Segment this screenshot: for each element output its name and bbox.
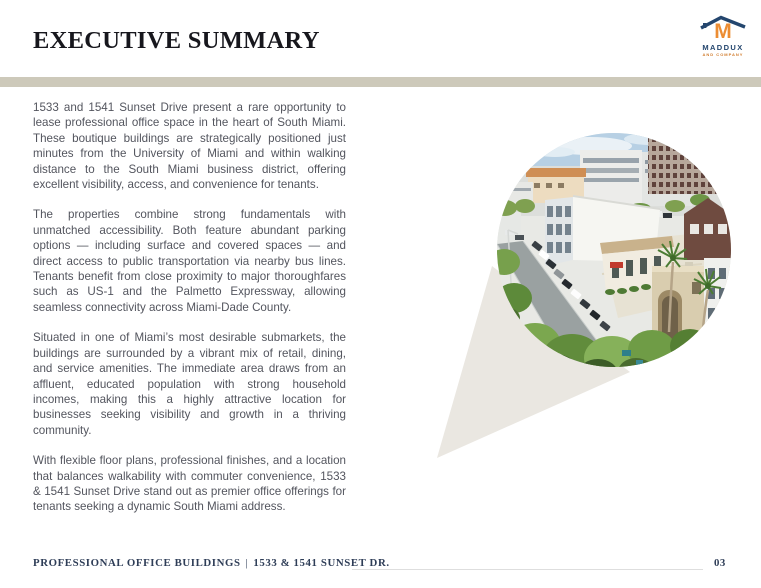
executive-summary-body	[33, 100, 346, 530]
aerial-photo-figure	[410, 110, 761, 475]
brand-logo	[697, 15, 749, 59]
footer-divider-line	[352, 569, 703, 570]
body-paragraph: 1533 and 1541 Sunset Drive present a rare opportunity to lease professional office space in the heart of South Miami. These boutique buildings are strategically positioned just minutes from the University of Miami and within walking distance to the South Miami business district, offering excellent visibility, access, and convenience for tenants.	[33, 101, 346, 192]
accent-bar	[0, 77, 761, 87]
logo-m-mark: M	[714, 20, 732, 43]
aerial-photo	[410, 110, 761, 475]
footer-title	[33, 557, 390, 569]
page-title: EXECUTIVE SUMMARY	[33, 27, 320, 54]
logo-tagline: AND COMPANY	[702, 52, 744, 57]
body-paragraph: The properties combine strong fundamentals with unmatched accessibility. Both feature abundant parking options — including surface and covered spaces — and direct access to public transportation via nearby bus lines. Tenants benefit from close proximity to major thoroughfares such as US-1 and the Palmetto Expressway, allowing seamless connectivity across Miami-Dade County.	[33, 208, 346, 314]
footer-left-label: PROFESSIONAL OFFICE BUILDINGS	[33, 557, 241, 569]
logo-name: MADDUX	[702, 43, 744, 52]
footer-right-label: 1533 & 1541 SUNSET DR.	[253, 557, 390, 569]
body-paragraph: With flexible floor plans, professional finishes, and a location that balances walkability with commuter convenience, 1533 & 1541 Sunset Drive stand out as premier office offerings for tenants seeking a dynamic South Miami address.	[33, 454, 346, 514]
body-paragraph: Situated in one of Miami’s most desirable submarkets, the buildings are surrounded by a vibrant mix of retail, dining, and service amenities. The immediate area draws from an affluent, educated population with strong household incomes, making this a highly attractive location for businesses seeking visibility and growth in a thriving community.	[33, 331, 346, 437]
footer-separator: |	[245, 557, 249, 569]
page-number: 03	[714, 557, 726, 569]
